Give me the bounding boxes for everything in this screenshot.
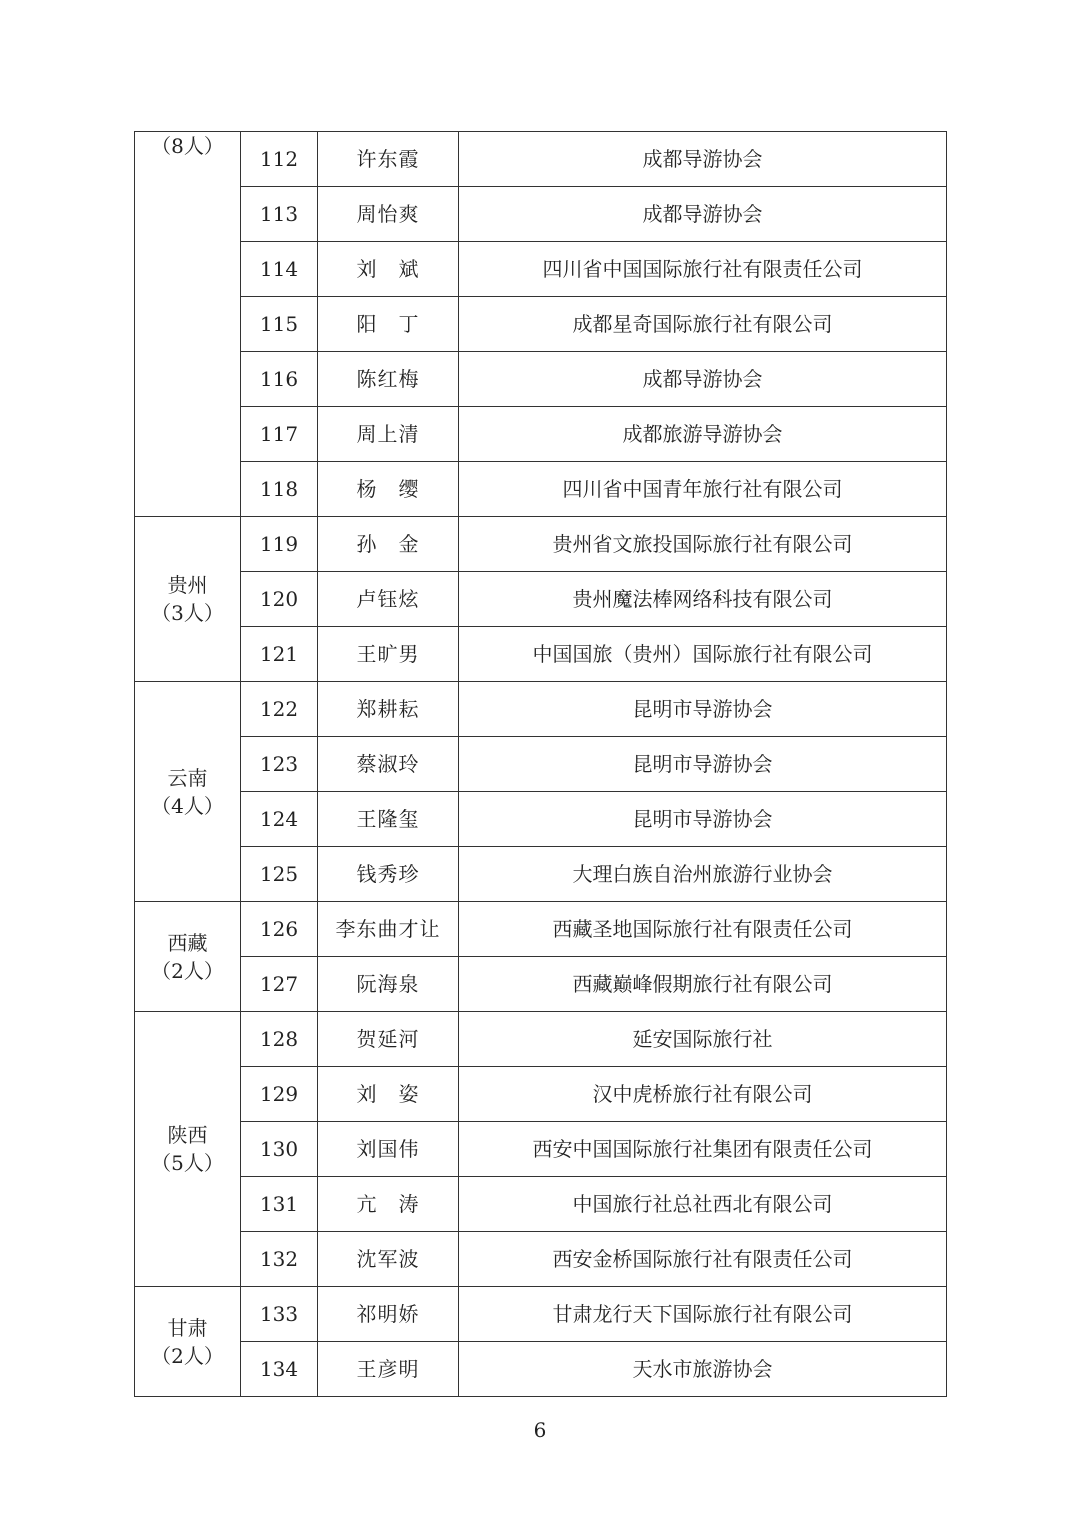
region-count: （8人）	[151, 134, 224, 158]
person-name: 钱秀珍	[318, 847, 459, 902]
organization: 昆明市导游协会	[459, 682, 947, 737]
row-number: 118	[241, 462, 318, 517]
row-number: 131	[241, 1177, 318, 1232]
region-name: 贵州	[167, 573, 208, 597]
row-number: 132	[241, 1232, 318, 1287]
table-row	[135, 1342, 947, 1397]
organization: 四川省中国青年旅行社有限公司	[459, 462, 947, 517]
row-number: 130	[241, 1122, 318, 1177]
table-row	[135, 462, 947, 517]
person-name: 郑耕耘	[318, 682, 459, 737]
organization: 天水市旅游协会	[459, 1342, 947, 1397]
organization: 成都导游协会	[459, 187, 947, 242]
person-name: 卢钰炫	[318, 572, 459, 627]
table-row	[135, 737, 947, 792]
table-row	[135, 242, 947, 297]
person-name: 阳 丁	[318, 297, 459, 352]
person-name: 杨 缨	[318, 462, 459, 517]
row-number: 122	[241, 682, 318, 737]
row-number: 120	[241, 572, 318, 627]
table-row	[135, 1177, 947, 1232]
roster-body	[135, 132, 947, 1397]
row-number: 127	[241, 957, 318, 1012]
person-name: 陈红梅	[318, 352, 459, 407]
table-row	[135, 572, 947, 627]
table-row	[135, 132, 947, 187]
table-row	[135, 1012, 947, 1067]
person-name: 蔡淑玲	[318, 737, 459, 792]
organization: 贵州魔法棒网络科技有限公司	[459, 572, 947, 627]
region-cell	[135, 132, 241, 517]
person-name: 祁明娇	[318, 1287, 459, 1342]
organization: 西藏圣地国际旅行社有限责任公司	[459, 902, 947, 957]
table-row	[135, 847, 947, 902]
region-count: （2人）	[151, 958, 224, 983]
region-name: 甘肃	[167, 1315, 208, 1340]
region-cell	[135, 517, 241, 682]
row-number: 129	[241, 1067, 318, 1122]
organization: 昆明市导游协会	[459, 792, 947, 847]
organization: 大理白族自治州旅游行业协会	[459, 847, 947, 902]
region-count: （4人）	[151, 793, 224, 818]
organization: 成都旅游导游协会	[459, 407, 947, 462]
table-row	[135, 902, 947, 957]
organization: 西安中国国际旅行社集团有限责任公司	[459, 1122, 947, 1177]
region-name: 西藏	[167, 930, 208, 955]
organization: 成都星奇国际旅行社有限公司	[459, 297, 947, 352]
organization: 成都导游协会	[459, 132, 947, 187]
table-row	[135, 627, 947, 682]
organization: 贵州省文旅投国际旅行社有限公司	[459, 517, 947, 572]
row-number: 125	[241, 847, 318, 902]
person-name: 沈军波	[318, 1232, 459, 1287]
person-name: 亢 涛	[318, 1177, 459, 1232]
region-cell	[135, 902, 241, 1012]
row-number: 116	[241, 352, 318, 407]
person-name: 王旷男	[318, 627, 459, 682]
region-count: （3人）	[151, 601, 224, 625]
row-number: 134	[241, 1342, 318, 1397]
person-name: 王隆玺	[318, 792, 459, 847]
table-row	[135, 1122, 947, 1177]
region-cell	[135, 682, 241, 902]
table-row	[135, 682, 947, 737]
table-row	[135, 1067, 947, 1122]
region-cell	[135, 1012, 241, 1287]
organization: 汉中虎桥旅行社有限公司	[459, 1067, 947, 1122]
row-number: 126	[241, 902, 318, 957]
row-number: 113	[241, 187, 318, 242]
person-name: 阮海泉	[318, 957, 459, 1012]
organization: 成都导游协会	[459, 352, 947, 407]
person-name: 刘国伟	[318, 1122, 459, 1177]
row-number: 117	[241, 407, 318, 462]
person-name: 贺延河	[318, 1012, 459, 1067]
organization: 中国国旅（贵州）国际旅行社有限公司	[459, 627, 947, 682]
region-cell	[135, 1287, 241, 1397]
region-count: （2人）	[151, 1343, 224, 1368]
table-row	[135, 1287, 947, 1342]
table-row	[135, 187, 947, 242]
row-number: 119	[241, 517, 318, 572]
region-name: 陕西	[167, 1123, 208, 1147]
table-row	[135, 517, 947, 572]
organization: 甘肃龙行天下国际旅行社有限公司	[459, 1287, 947, 1342]
person-name: 刘 斌	[318, 242, 459, 297]
row-number: 121	[241, 627, 318, 682]
table-row	[135, 1232, 947, 1287]
person-name: 周上清	[318, 407, 459, 462]
table-row	[135, 297, 947, 352]
page-number: 6	[533, 1418, 547, 1442]
row-number: 128	[241, 1012, 318, 1067]
row-number: 115	[241, 297, 318, 352]
table-row	[135, 352, 947, 407]
row-number: 133	[241, 1287, 318, 1342]
person-name: 刘 姿	[318, 1067, 459, 1122]
row-number: 114	[241, 242, 318, 297]
row-number: 124	[241, 792, 318, 847]
organization: 西安金桥国际旅行社有限责任公司	[459, 1232, 947, 1287]
row-number: 112	[241, 132, 318, 187]
table-row	[135, 792, 947, 847]
person-name: 孙 金	[318, 517, 459, 572]
organization: 昆明市导游协会	[459, 737, 947, 792]
table-row	[135, 957, 947, 1012]
table-row	[135, 407, 947, 462]
roster-table	[134, 131, 947, 1397]
row-number: 123	[241, 737, 318, 792]
organization: 四川省中国国际旅行社有限责任公司	[459, 242, 947, 297]
organization: 中国旅行社总社西北有限公司	[459, 1177, 947, 1232]
person-name: 王彦明	[318, 1342, 459, 1397]
person-name: 李东曲才让	[318, 902, 459, 957]
region-name: 云南	[167, 765, 208, 790]
region-count: （5人）	[151, 1151, 224, 1175]
person-name: 许东霞	[318, 132, 459, 187]
person-name: 周怡爽	[318, 187, 459, 242]
organization: 延安国际旅行社	[459, 1012, 947, 1067]
organization: 西藏巅峰假期旅行社有限公司	[459, 957, 947, 1012]
